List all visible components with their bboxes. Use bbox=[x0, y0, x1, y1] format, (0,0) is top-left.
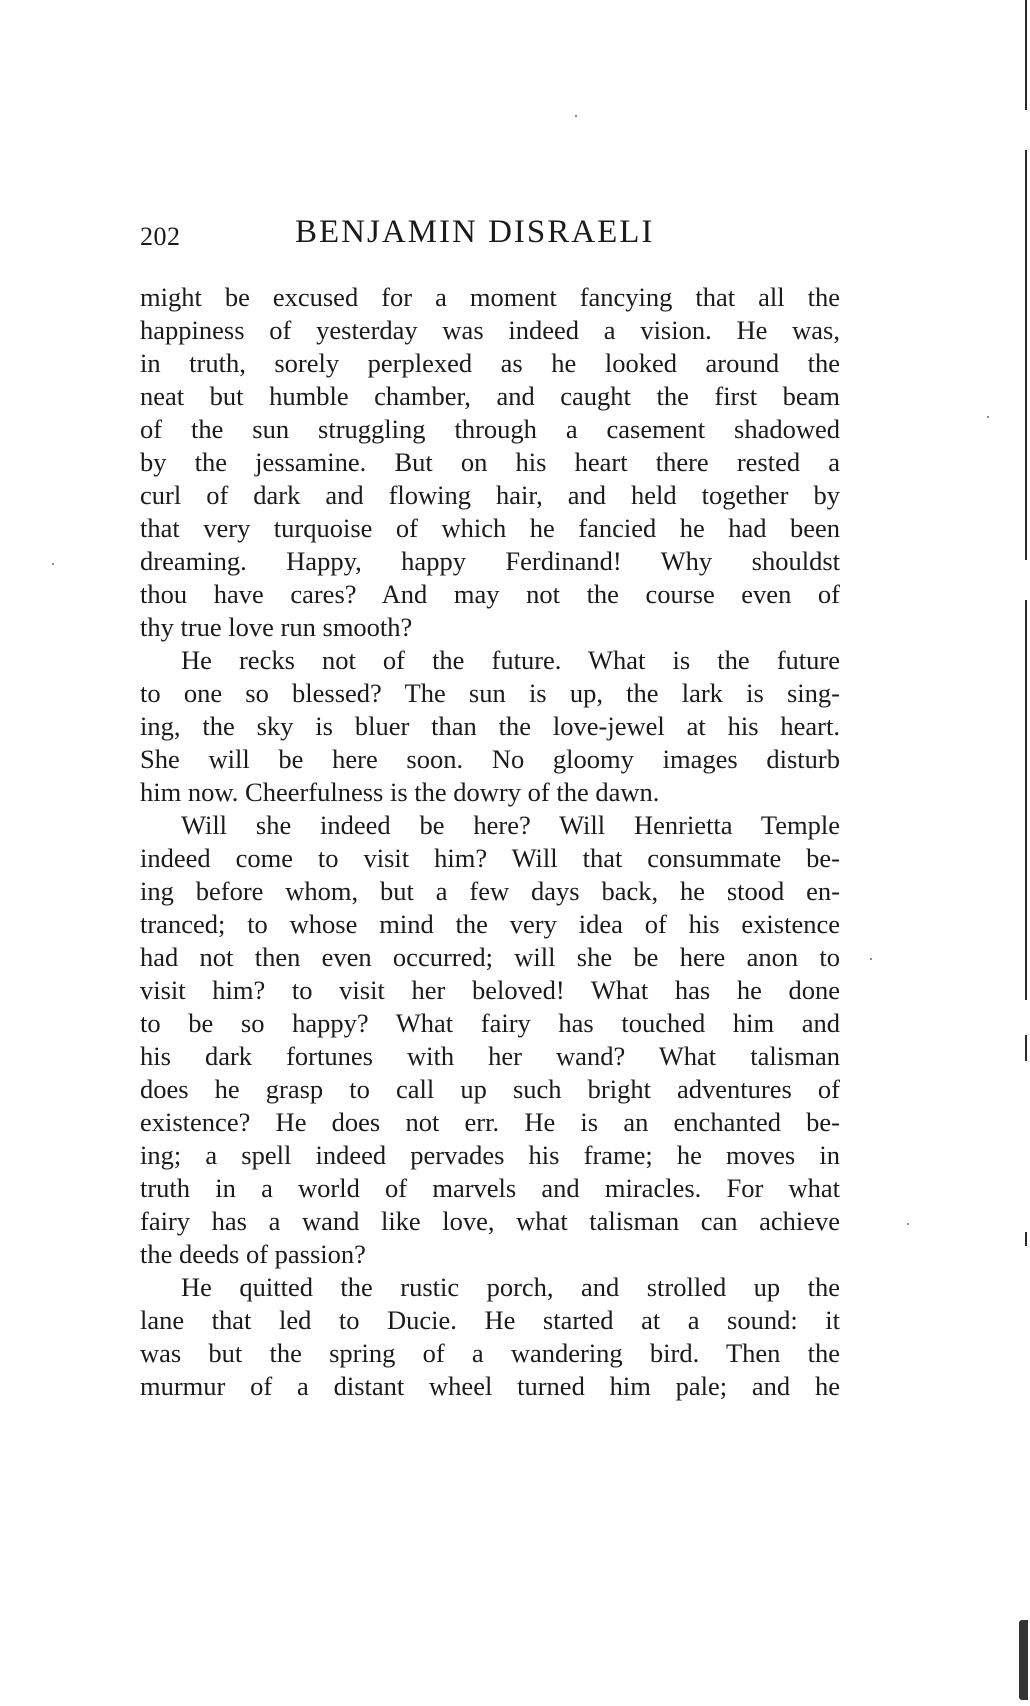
text-line: thy true love run smooth? bbox=[140, 612, 413, 642]
text-line: in truth, sorely perplexed as he looked around the bbox=[140, 348, 840, 378]
running-head bbox=[140, 214, 840, 258]
text-line: lane that led to Ducie. He started at a sound: it bbox=[140, 1305, 840, 1335]
text-line: existence? He does not err. He is an enchanted be- bbox=[140, 1107, 840, 1137]
text-line: ing before whom, but a few days back, he stood en- bbox=[140, 876, 840, 906]
page-number: 202 bbox=[140, 222, 181, 251]
page-edge-line bbox=[1025, 150, 1027, 560]
text-line: had not then even occurred; will she be here anon to bbox=[140, 942, 840, 972]
text-line: was but the spring of a wandering bird. Then the bbox=[140, 1338, 840, 1368]
text-line: to one so blessed? The sun is up, the lark is sing- bbox=[140, 678, 840, 708]
page-edge-line bbox=[1025, 600, 1027, 1000]
text-line: murmur of a distant wheel turned him pale; and he bbox=[140, 1371, 840, 1401]
text-line: indeed come to visit him? Will that consummate be- bbox=[140, 843, 840, 873]
text-line: truth in a world of marvels and miracles. For what bbox=[140, 1173, 840, 1203]
page-edge-line bbox=[1025, 0, 1027, 110]
scan-speck bbox=[870, 958, 872, 960]
text-line: thou have cares? And may not the course even of bbox=[140, 579, 840, 609]
text-line: She will be here soon. No gloomy images disturb bbox=[140, 744, 840, 774]
text-line: of the sun struggling through a casement shadowed bbox=[140, 414, 840, 444]
text-line: does he grasp to call up such bright adventures of bbox=[140, 1074, 840, 1104]
text-line: neat but humble chamber, and caught the first beam bbox=[140, 381, 840, 411]
scan-speck bbox=[907, 1223, 909, 1225]
page-edge-line bbox=[1025, 1035, 1027, 1061]
scan-speck bbox=[52, 563, 54, 565]
text-line: Will she indeed be here? Will Henrietta Temple bbox=[181, 810, 840, 840]
body-text bbox=[140, 281, 840, 1403]
page-edge-shadow bbox=[1019, 1620, 1028, 1700]
text-line: ing; a spell indeed pervades his frame; he moves in bbox=[140, 1140, 840, 1170]
text-line: visit him? to visit her beloved! What has he done bbox=[140, 975, 840, 1005]
text-line: tranced; to whose mind the very idea of his existence bbox=[140, 909, 840, 939]
text-line: ing, the sky is bluer than the love-jewel at his heart. bbox=[140, 711, 840, 741]
text-line: might be excused for a moment fancying that all the bbox=[140, 282, 840, 312]
text-line: the deeds of passion? bbox=[140, 1239, 366, 1269]
text-line: happiness of yesterday was indeed a vision. He was, bbox=[140, 315, 840, 345]
scan-speck bbox=[987, 416, 989, 418]
text-line: He quitted the rustic porch, and strolled up the bbox=[181, 1272, 840, 1302]
text-line: by the jessamine. But on his heart there rested a bbox=[140, 447, 840, 477]
text-line: fairy has a wand like love, what talisman can achieve bbox=[140, 1206, 840, 1236]
text-line: him now. Cheerfulness is the dowry of the dawn. bbox=[140, 777, 660, 807]
text-line: his dark fortunes with her wand? What talisman bbox=[140, 1041, 840, 1071]
text-line: He recks not of the future. What is the future bbox=[181, 645, 840, 675]
scan-speck bbox=[575, 115, 577, 117]
running-title: BENJAMIN DISRAELI bbox=[295, 214, 655, 250]
text-line: that very turquoise of which he fancied he had been bbox=[140, 513, 840, 543]
text-line: curl of dark and flowing hair, and held together by bbox=[140, 480, 840, 510]
text-line: to be so happy? What fairy has touched him and bbox=[140, 1008, 840, 1038]
page-edge-line bbox=[1025, 1232, 1027, 1246]
text-line: dreaming. Happy, happy Ferdinand! Why shouldst bbox=[140, 546, 840, 576]
